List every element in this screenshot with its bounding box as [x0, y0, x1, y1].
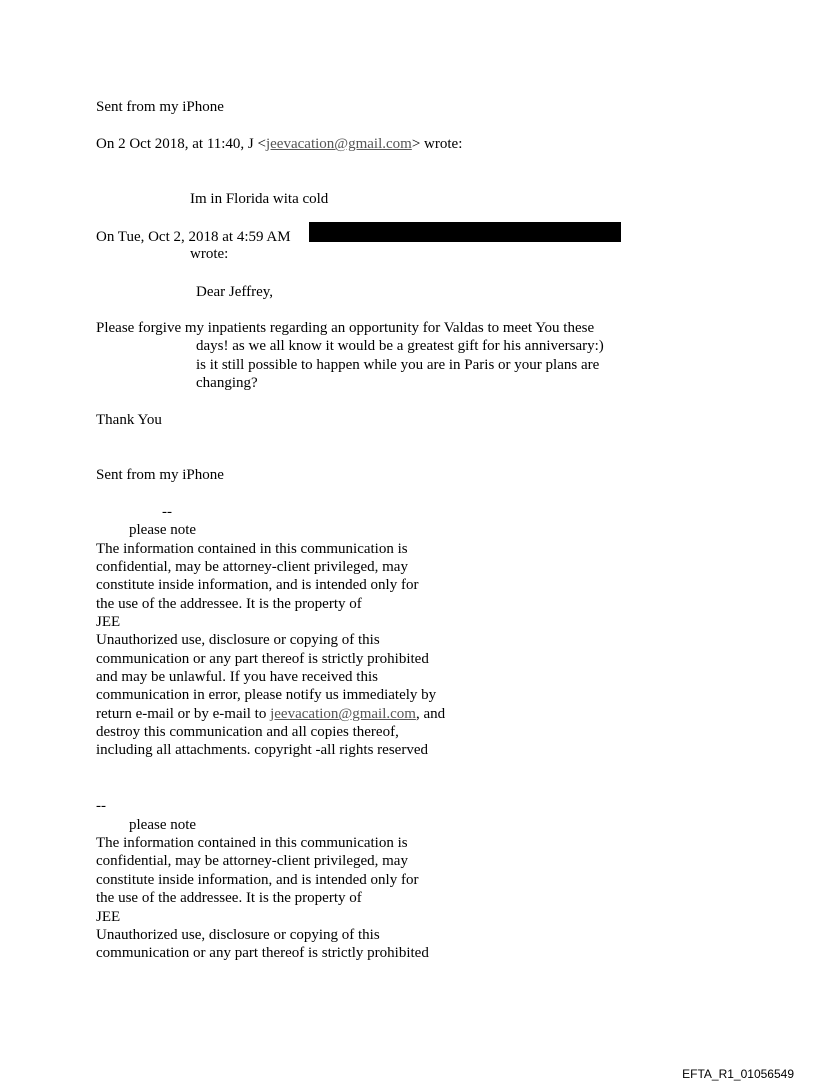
sent-from-line-2: Sent from my iPhone [96, 467, 224, 483]
document-id: EFTA_R1_01056549 [682, 1067, 794, 1081]
email-link[interactable]: jeevacation@gmail.com [270, 706, 416, 722]
on-wrote-suffix: > wrote: [411, 136, 463, 152]
thanks-line: Thank You [96, 412, 162, 428]
disclaimer-title: please note [129, 522, 197, 538]
disclaimer-line: The information contained in this communication is [96, 541, 408, 557]
return-prefix: return e-mail or by e-mail to [96, 706, 271, 722]
disclaimer-line: including all attachments. copyright -all rights reserved [96, 742, 428, 758]
disclaimer-line: confidential, may be attorney-client privileged, may [96, 559, 408, 575]
disclaimer-line: the use of the addressee. It is the property of [96, 596, 362, 612]
reply-text: Im in Florida wita cold [190, 191, 329, 207]
disclaimer-line: communication or any part thereof is strictly prohibited [96, 945, 429, 961]
disclaimer-line: JEE [96, 614, 121, 630]
disclaimer-line: constitute inside information, and is intended only for [96, 577, 419, 593]
on-wrote-prefix: On 2 Oct 2018, at 11:40, J < [96, 136, 266, 152]
disclaimer-separator: -- [96, 798, 106, 814]
disclaimer-line: JEE [96, 909, 121, 925]
disclaimer-line: communication in error, please notify us immediately by [96, 687, 437, 703]
disclaimer-line: communication or any part thereof is strictly prohibited [96, 651, 429, 667]
disclaimer-line: Unauthorized use, disclosure or copying of this [96, 632, 380, 648]
disclaimer-separator: -- [162, 504, 172, 520]
redaction-box [309, 222, 621, 242]
sent-from-line: Sent from my iPhone [96, 99, 224, 115]
return-suffix: , and [415, 706, 446, 722]
disclaimer-line: constitute inside information, and is intended only for [96, 872, 419, 888]
disclaimer-return-line [96, 705, 445, 723]
disclaimer-line: confidential, may be attorney-client privileged, may [96, 853, 408, 869]
disclaimer-line: Unauthorized use, disclosure or copying of this [96, 927, 380, 943]
disclaimer-line: and may be unlawful. If you have received this [96, 669, 378, 685]
salutation: Dear Jeffrey, [196, 284, 274, 300]
disclaimer-line: the use of the addressee. It is the property of [96, 890, 362, 906]
letter-body-line: changing? [196, 375, 258, 391]
letter-body-line: Please forgive my inpatients regarding an opportunity for Valdas to meet You these [96, 320, 595, 336]
disclaimer-title: please note [129, 817, 197, 833]
quoted-header-line2: wrote: [190, 246, 229, 262]
quoted-header-line1: On Tue, Oct 2, 2018 at 4:59 AM [96, 229, 291, 245]
email-link[interactable]: jeevacation@gmail.com [265, 136, 412, 152]
letter-body-line: days! as we all know it would be a greatest gift for his anniversary:) [196, 338, 604, 354]
disclaimer-line: The information contained in this communication is [96, 835, 408, 851]
on-wrote-line [96, 135, 462, 153]
letter-body-line: is it still possible to happen while you are in Paris or your plans are [196, 357, 600, 373]
disclaimer-line: destroy this communication and all copies thereof, [96, 724, 399, 740]
